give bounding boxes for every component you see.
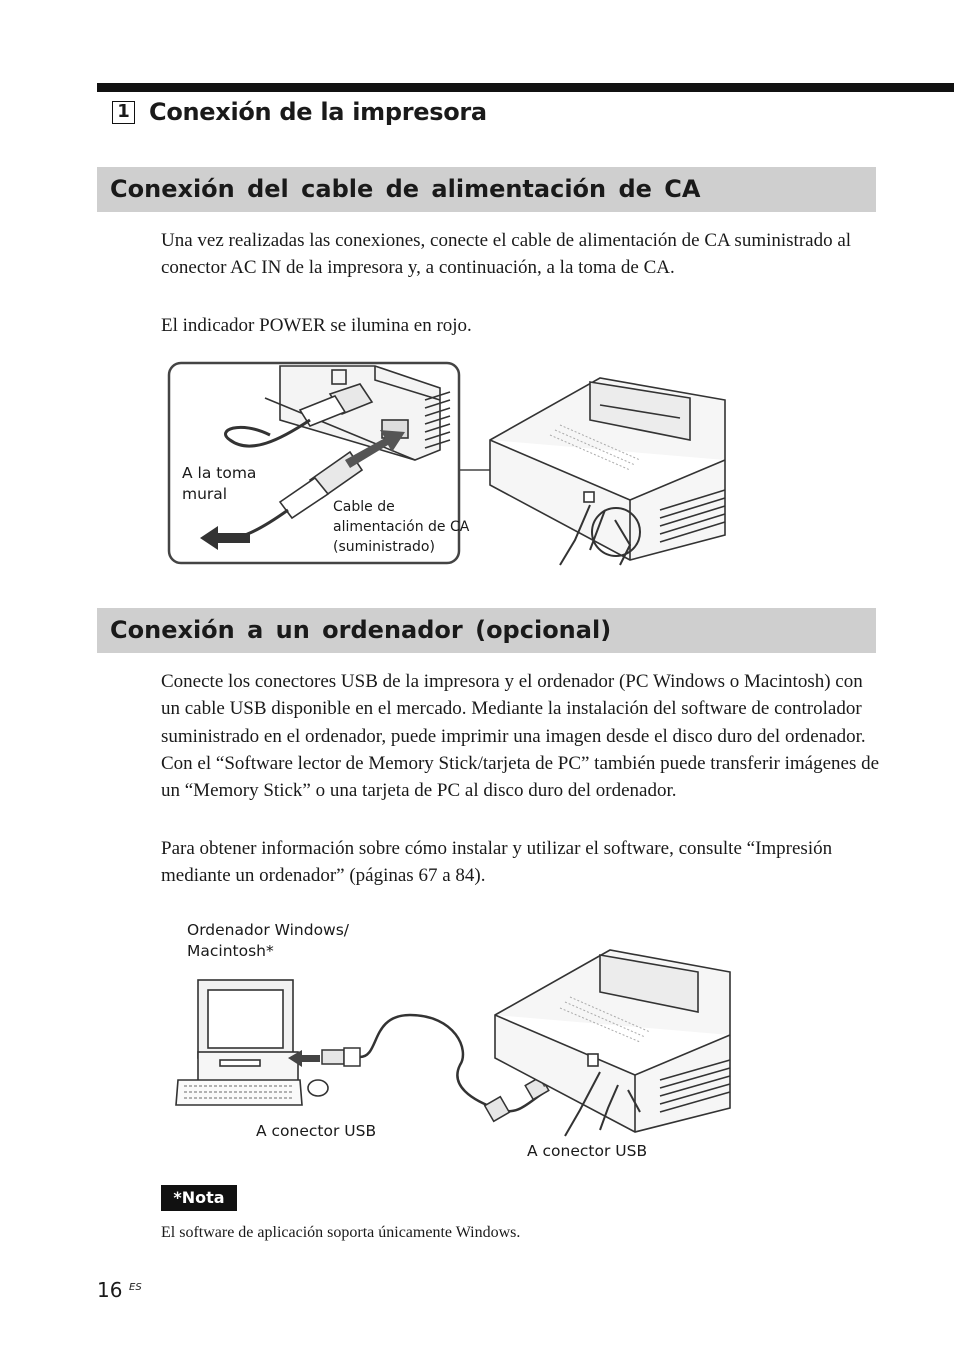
section-band-ac bbox=[97, 167, 876, 212]
section-heading-pc: Conexión a un ordenador (opcional) bbox=[110, 616, 612, 644]
usb-connection-figure bbox=[170, 940, 735, 1140]
label-usb-pc: A conector USB bbox=[256, 1122, 377, 1140]
section-band-pc bbox=[97, 608, 876, 653]
label-computer-line-2: Macintosh* bbox=[187, 942, 274, 960]
usb-plug-pc bbox=[322, 1048, 360, 1066]
chapter-heading bbox=[112, 96, 487, 128]
computer bbox=[176, 980, 328, 1105]
note-badge: *Nota bbox=[161, 1185, 237, 1211]
page-number: 16 bbox=[97, 1278, 123, 1302]
top-rule bbox=[97, 83, 954, 92]
label-ac-cable bbox=[333, 497, 469, 557]
printer-2 bbox=[495, 950, 730, 1132]
label-ac-cable-line-2: alimentación de CA bbox=[333, 519, 470, 535]
ac-paragraph-1: Una vez realizadas las conexiones, conecte el cable de alimentación de CA suministrado al conector AC IN de la impresora y, a continuación, a la toma de CA. bbox=[161, 230, 852, 279]
label-usb-printer: A conector USB bbox=[527, 1142, 648, 1160]
label-ac-cable-line-3: (suministrado) bbox=[333, 539, 435, 555]
section-heading-ac: Conexión del cable de alimentación de CA bbox=[110, 175, 701, 203]
note-text: El software de aplicación soporta únicamente Windows. bbox=[161, 1224, 521, 1241]
usb-plug-printer bbox=[485, 1077, 549, 1122]
label-wall-outlet-text: A la toma mural bbox=[182, 464, 257, 503]
chapter-number: 1 bbox=[112, 101, 135, 124]
pc-paragraph-2: Para obtener información sobre cómo instalar y utilizar el software, consulte “Impresión mediante un ordenador” (páginas 67 a 84). bbox=[161, 838, 833, 887]
label-wall-outlet bbox=[182, 463, 256, 505]
page-language: ES bbox=[129, 1282, 142, 1293]
label-computer-line-1: Ordenador Windows/ bbox=[187, 921, 350, 939]
label-ac-cable-line-1: Cable de bbox=[333, 499, 395, 515]
chapter-title: Conexión de la impresora bbox=[149, 98, 487, 126]
ac-paragraph-2: El indicador POWER se ilumina en rojo. bbox=[161, 315, 472, 336]
printer bbox=[490, 378, 725, 560]
pc-paragraph-1: Conecte los conectores USB de la impresora y el ordenador (PC Windows o Macintosh) con un cable USB disponible en el mercado. Mediante la instalación del software de controlador suministrado en el ordenador, puede imprimir una imagen desde el disco duro del ordenador. Con el “Software lector de Memory Stick/tarjeta de PC” también puede transferir imágenes de un “Memory Stick” o una tarjeta de PC al disco duro del ordenador. bbox=[161, 671, 880, 802]
